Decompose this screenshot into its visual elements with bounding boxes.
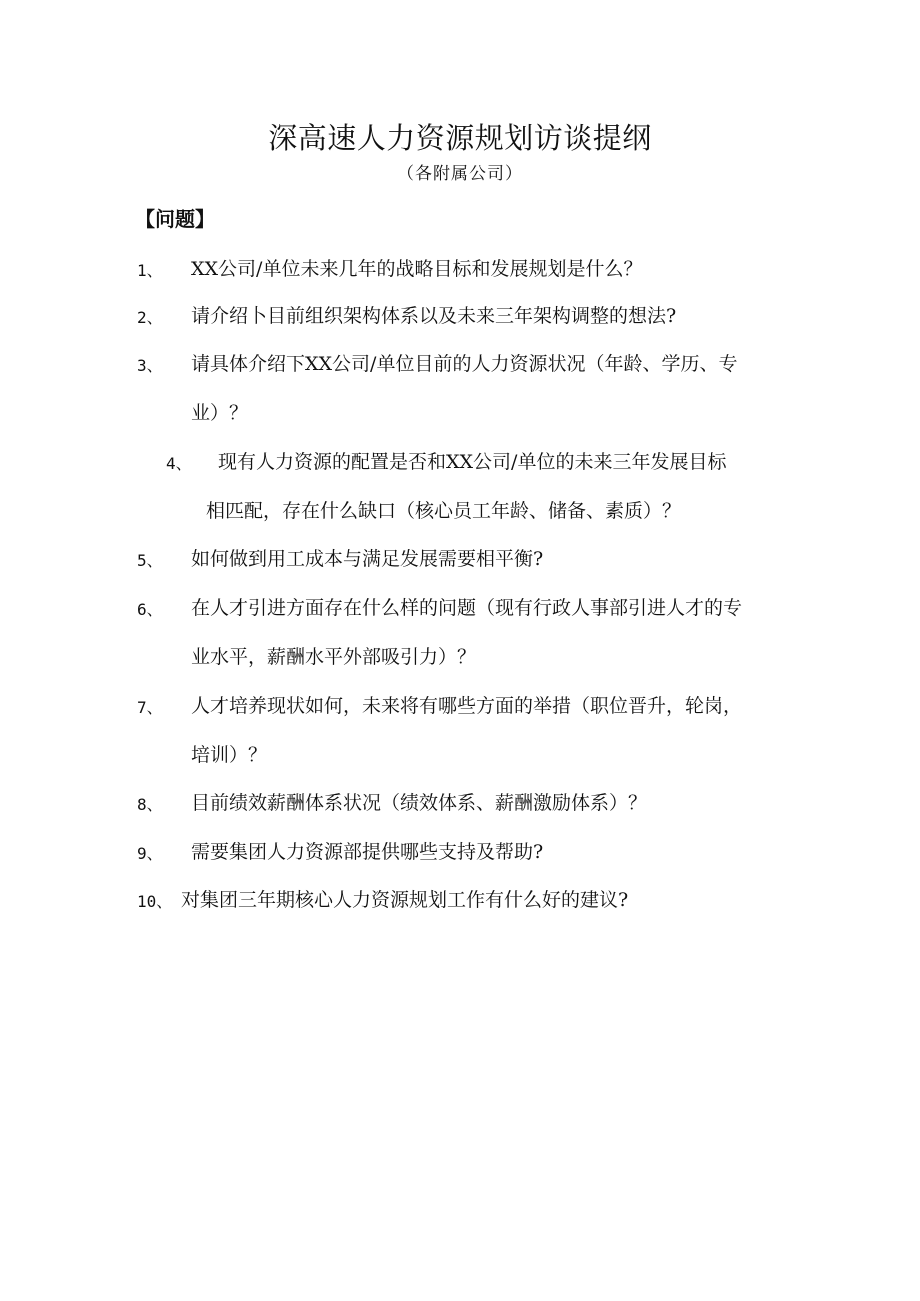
question-3-text-line-2: 业）？ [191, 402, 249, 424]
question-6-number: 6、 [137, 600, 163, 619]
question-9-text: 需要集团人力资源部提供哪些支持及帮助? [191, 841, 544, 863]
document-title: 深高速人力资源规划访谈提纲 [268, 121, 652, 155]
question-7-text-line-1: 人才培养现状如何，未来将有哪些方面的举措（职位晋升，轮岗， [191, 695, 743, 717]
question-4-text-line-2: 相匹配，存在什么缺口（核心员工年龄、储备、素质）？ [206, 500, 682, 522]
question-3-text-line-1: 请具体介绍下XX公司/单位目前的人力资源状况（年龄、学历、专 [191, 353, 738, 375]
question-5-number: 5、 [137, 551, 163, 570]
question-10-text: 对集团三年期核心人力资源规划工作有什么好的建议? [181, 889, 629, 911]
question-6-text-line-2: 业水平，薪酬水平外部吸引力）？ [191, 646, 477, 668]
document-subtitle: （各附属公司） [397, 164, 523, 184]
question-1-text: XX公司/单位未来几年的战略目标和发展规划是什么？ [191, 258, 643, 280]
question-2-text: 请介绍卜目前组织架构体系以及未来三年架构调整的想法? [191, 305, 677, 327]
question-4-text-line-1: 现有人力资源的配置是否和XX公司/单位的未来三年发展目标 [218, 451, 727, 473]
question-10-number: 10、 [137, 892, 173, 911]
question-1-number: 1、 [137, 261, 163, 280]
question-9-number: 9、 [137, 844, 163, 863]
question-5-text: 如何做到用工成本与满足发展需要相平衡? [191, 548, 544, 570]
question-2-number: 2、 [137, 308, 163, 327]
question-7-number: 7、 [137, 698, 163, 717]
question-4-number: 4、 [166, 454, 192, 473]
section-label: 【问题】 [135, 207, 215, 231]
question-6-text-line-1: 在人才引进方面存在什么样的问题（现有行政人事部引进人才的专 [191, 597, 743, 619]
question-8-number: 8、 [137, 795, 163, 814]
question-8-text: 目前绩效薪酬体系状况（绩效体系、薪酬激励体系）？ [191, 792, 648, 814]
question-3-number: 3、 [137, 356, 163, 375]
question-7-text-line-2: 培训）？ [191, 744, 268, 766]
